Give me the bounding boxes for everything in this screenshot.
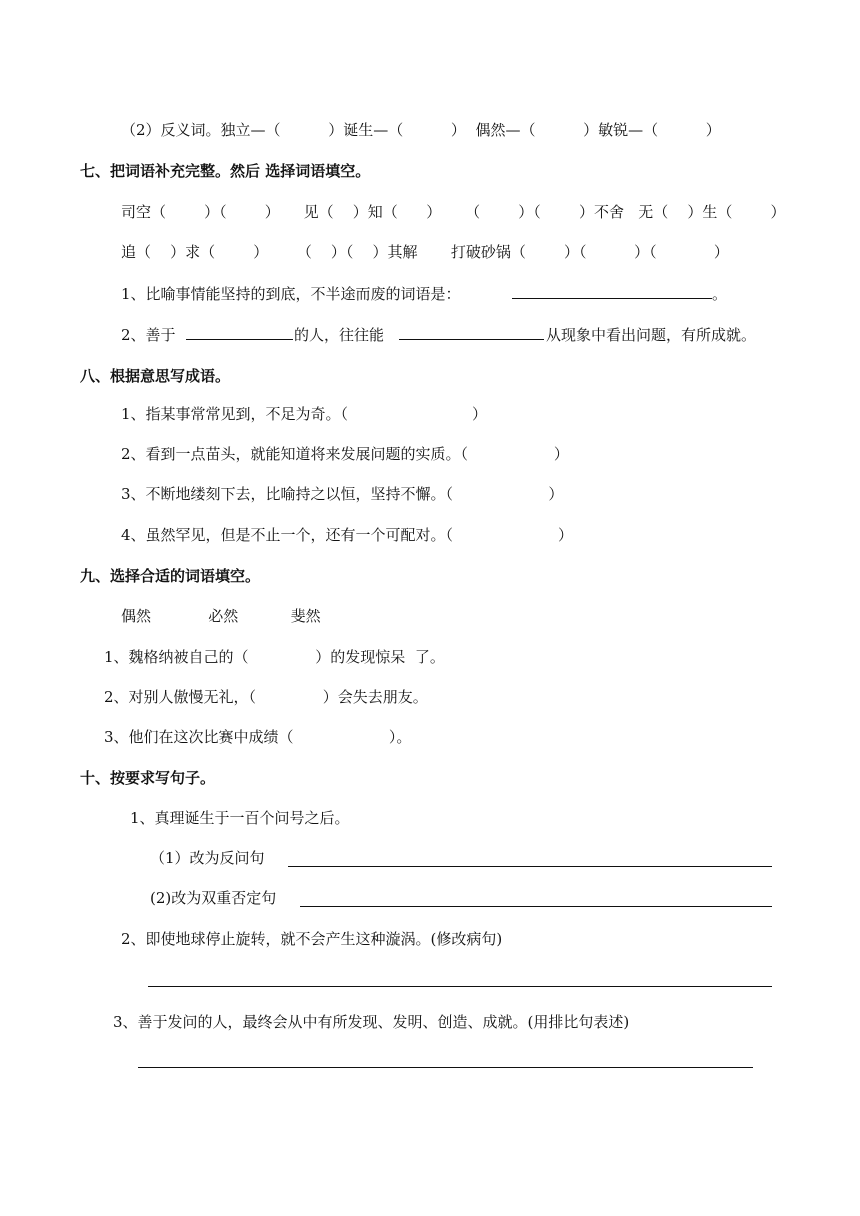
section-10-heading: 十、按要求写句子。 (80, 769, 216, 787)
list-item: 2、对别人傲慢无礼，（ ）会失去朋友。 (104, 688, 428, 706)
sentence-2: 2、即使地球停止旋转，就不会产生这种漩涡。(修改病句) (121, 930, 503, 948)
idiom-row-2: 追（ ）求（ ） （ ）（ ）其解 打破砂锅（ ）（ ）（ ） (121, 243, 729, 261)
answer-line[interactable] (138, 1067, 753, 1068)
list-item: 2、看到一点苗头，就能知道将来发展问题的实质。（ ） (121, 445, 569, 463)
list-item: 1、指某事常常见到，不足为奇。（ ） (121, 405, 488, 423)
answer-line[interactable] (512, 298, 712, 299)
list-item: 3、他们在这次比赛中成绩（ ）。 (104, 728, 412, 746)
idiom-row-1: 司空（ ）（ ） 见（ ）知（ ） （ ）（ ）不舍 无（ ）生（ ） (121, 203, 786, 221)
section-8-heading: 八、根据意思写成语。 (80, 367, 231, 385)
sentence-1: 1、真理诞生于一百个问号之后。 (130, 809, 350, 827)
section-7-q2-b: 的人，往往能 (294, 326, 385, 344)
section-7-q1-end: 。 (712, 285, 728, 303)
section-7-q1-text: 1、比喻事情能坚持的到底，不半途而废的词语是： (121, 285, 461, 303)
answer-line[interactable] (288, 866, 772, 867)
section-7-q2-a: 2、善于 (121, 326, 176, 344)
list-item: 4、虽然罕见，但是不止一个，还有一个可配对。（ ） (121, 526, 573, 544)
list-item: 1、魏格纳被自己的（ ）的发现惊呆 了。 (104, 648, 445, 666)
word-choices: 偶然 必然 斐然 (121, 607, 321, 625)
sentence-3: 3、善于发问的人，最终会从中有所发现、发明、创造、成就。(用排比句表述) (113, 1013, 630, 1031)
section-7-heading: 七、把词语补充完整。然后 选择词语填空。 (80, 162, 371, 180)
section-9-heading: 九、选择合适的词语填空。 (80, 567, 261, 585)
antonym-question: （2）反义词。独立—（ ）诞生—（ ） 偶然—（ ）敏锐—（ ） (121, 121, 721, 139)
answer-line[interactable] (186, 339, 293, 340)
sentence-1-task-a: （1）改为反问句 (150, 849, 265, 867)
list-item: 3、不断地缕刻下去，比喻持之以恒，坚持不懈。（ ） (121, 485, 564, 503)
answer-line[interactable] (300, 906, 772, 907)
answer-line[interactable] (148, 986, 772, 987)
section-7-q2-c: 从现象中看出问题，有所成就。 (546, 326, 757, 344)
sentence-1-task-b: (2)改为双重否定句 (150, 889, 277, 907)
answer-line[interactable] (399, 339, 544, 340)
